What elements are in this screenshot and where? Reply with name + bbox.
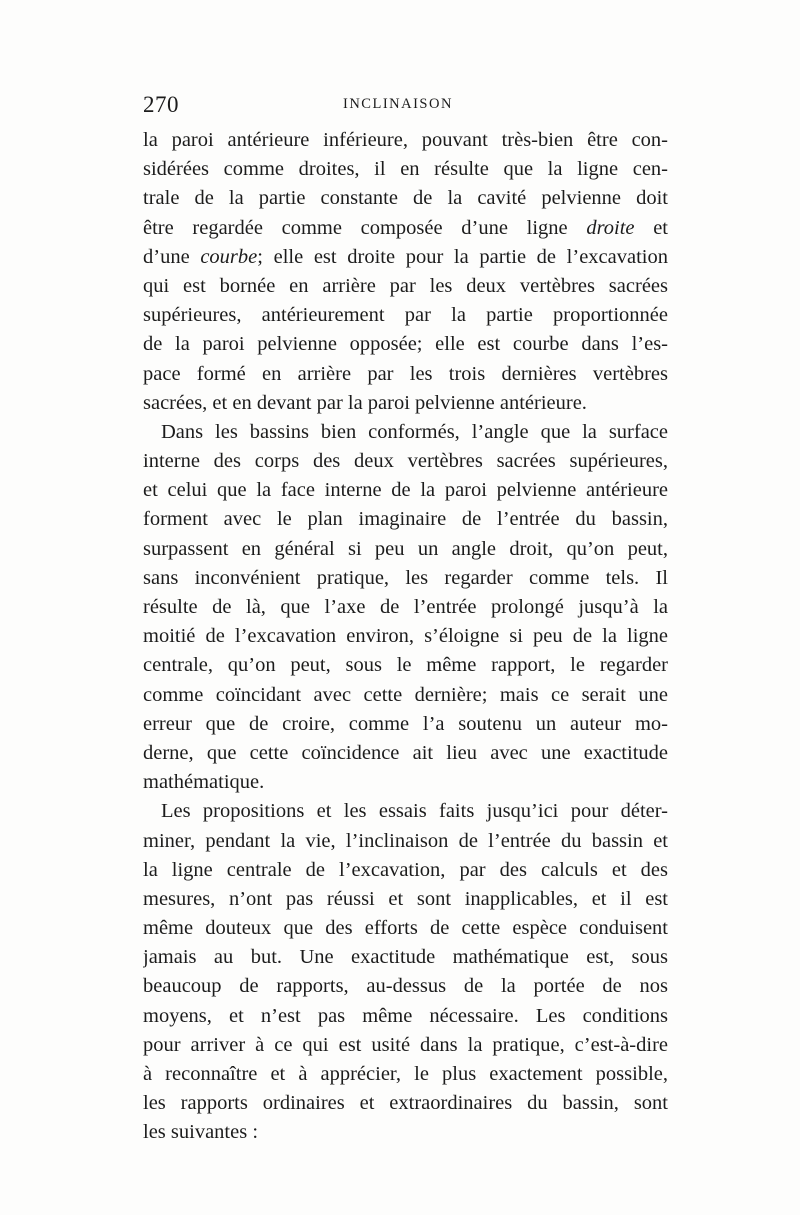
- text-line: beaucoup de rapports, au-dessus de la portée de nos: [143, 975, 668, 998]
- text-line: les suivantes :: [143, 1121, 259, 1144]
- text-line: mathématique.: [143, 771, 265, 794]
- text-line: forment avec le plan imaginaire de l’entrée du bassin,: [143, 508, 668, 531]
- text-line: qui est bornée en arrière par les deux vertèbres sacrées: [143, 274, 668, 297]
- text-line: la paroi antérieure inférieure, pouvant très-bien être con-: [143, 129, 668, 151]
- text-line: même douteux que des efforts de cette espèce conduisent: [143, 917, 668, 940]
- text-line: être regardée comme composée d’une ligne droite et: [143, 216, 668, 239]
- text-line: derne, que cette coïncidence ait lieu avec une exactitude: [143, 741, 668, 764]
- text-line: supérieures, antérieurement par la partie proportionnée: [143, 304, 668, 327]
- text-line: pace formé en arrière par les trois dernières vertèbres: [143, 362, 668, 385]
- text-line: miner, pendant la vie, l’inclinaison de l’entrée du bassin et: [143, 829, 668, 852]
- page-number: 270: [143, 92, 179, 117]
- text-line: centrale, qu’on peut, sous le même rapport, le regarder: [143, 654, 668, 677]
- body-text: [143, 126, 668, 1148]
- text-line: jamais au but. Une exactitude mathématique est, sous: [143, 946, 668, 969]
- text-line: pour arriver à ce qui est usité dans la pratique, c’est-à-dire: [143, 1033, 668, 1056]
- text-line: sacrées, et en devant par la paroi pelvienne antérieure.: [143, 391, 587, 414]
- text-line: de la paroi pelvienne opposée; elle est courbe dans l’es-: [143, 333, 668, 356]
- text-line: sidérées comme droites, il en résulte que la ligne cen-: [143, 158, 668, 181]
- text-line: d’une courbe; elle est droite pour la partie de l’excavation: [143, 245, 668, 268]
- text-line: comme coïncidant avec cette dernière; mais ce serait une: [143, 683, 668, 706]
- text-line: les rapports ordinaires et extraordinaires du bassin, sont: [143, 1092, 668, 1115]
- text-line: Les propositions et les essais faits jusqu’ici pour déter-: [161, 800, 668, 823]
- text-line: trale de la partie constante de la cavité pelvienne doit: [143, 187, 668, 210]
- text-line: interne des corps des deux vertèbres sacrées supérieures,: [143, 450, 668, 473]
- page-header: [143, 92, 668, 122]
- text-line: sans inconvénient pratique, les regarder comme tels. Il: [143, 566, 668, 589]
- text-line: Dans les bassins bien conformés, l’angle que la surface: [161, 420, 668, 443]
- text-line: moitié de l’excavation environ, s’éloigne si peu de la ligne: [143, 625, 668, 648]
- text-line: moyens, et n’est pas même nécessaire. Les conditions: [143, 1004, 668, 1027]
- text-line: la ligne centrale de l’excavation, par des calculs et des: [143, 858, 668, 881]
- text-line: résulte de là, que l’axe de l’entrée prolongé jusqu’à la: [143, 596, 668, 618]
- text-line: à reconnaître et à apprécier, le plus exactement possible,: [143, 1063, 668, 1085]
- text-line: erreur que de croire, comme l’a soutenu un auteur mo-: [143, 712, 668, 735]
- text-line: mesures, n’ont pas réussi et sont inapplicables, et il est: [143, 887, 668, 910]
- text-line: et celui que la face interne de la paroi pelvienne antérieure: [143, 479, 668, 502]
- running-head: INCLINAISON: [343, 96, 453, 112]
- text-line: surpassent en général si peu un angle droit, qu’on peut,: [143, 537, 668, 560]
